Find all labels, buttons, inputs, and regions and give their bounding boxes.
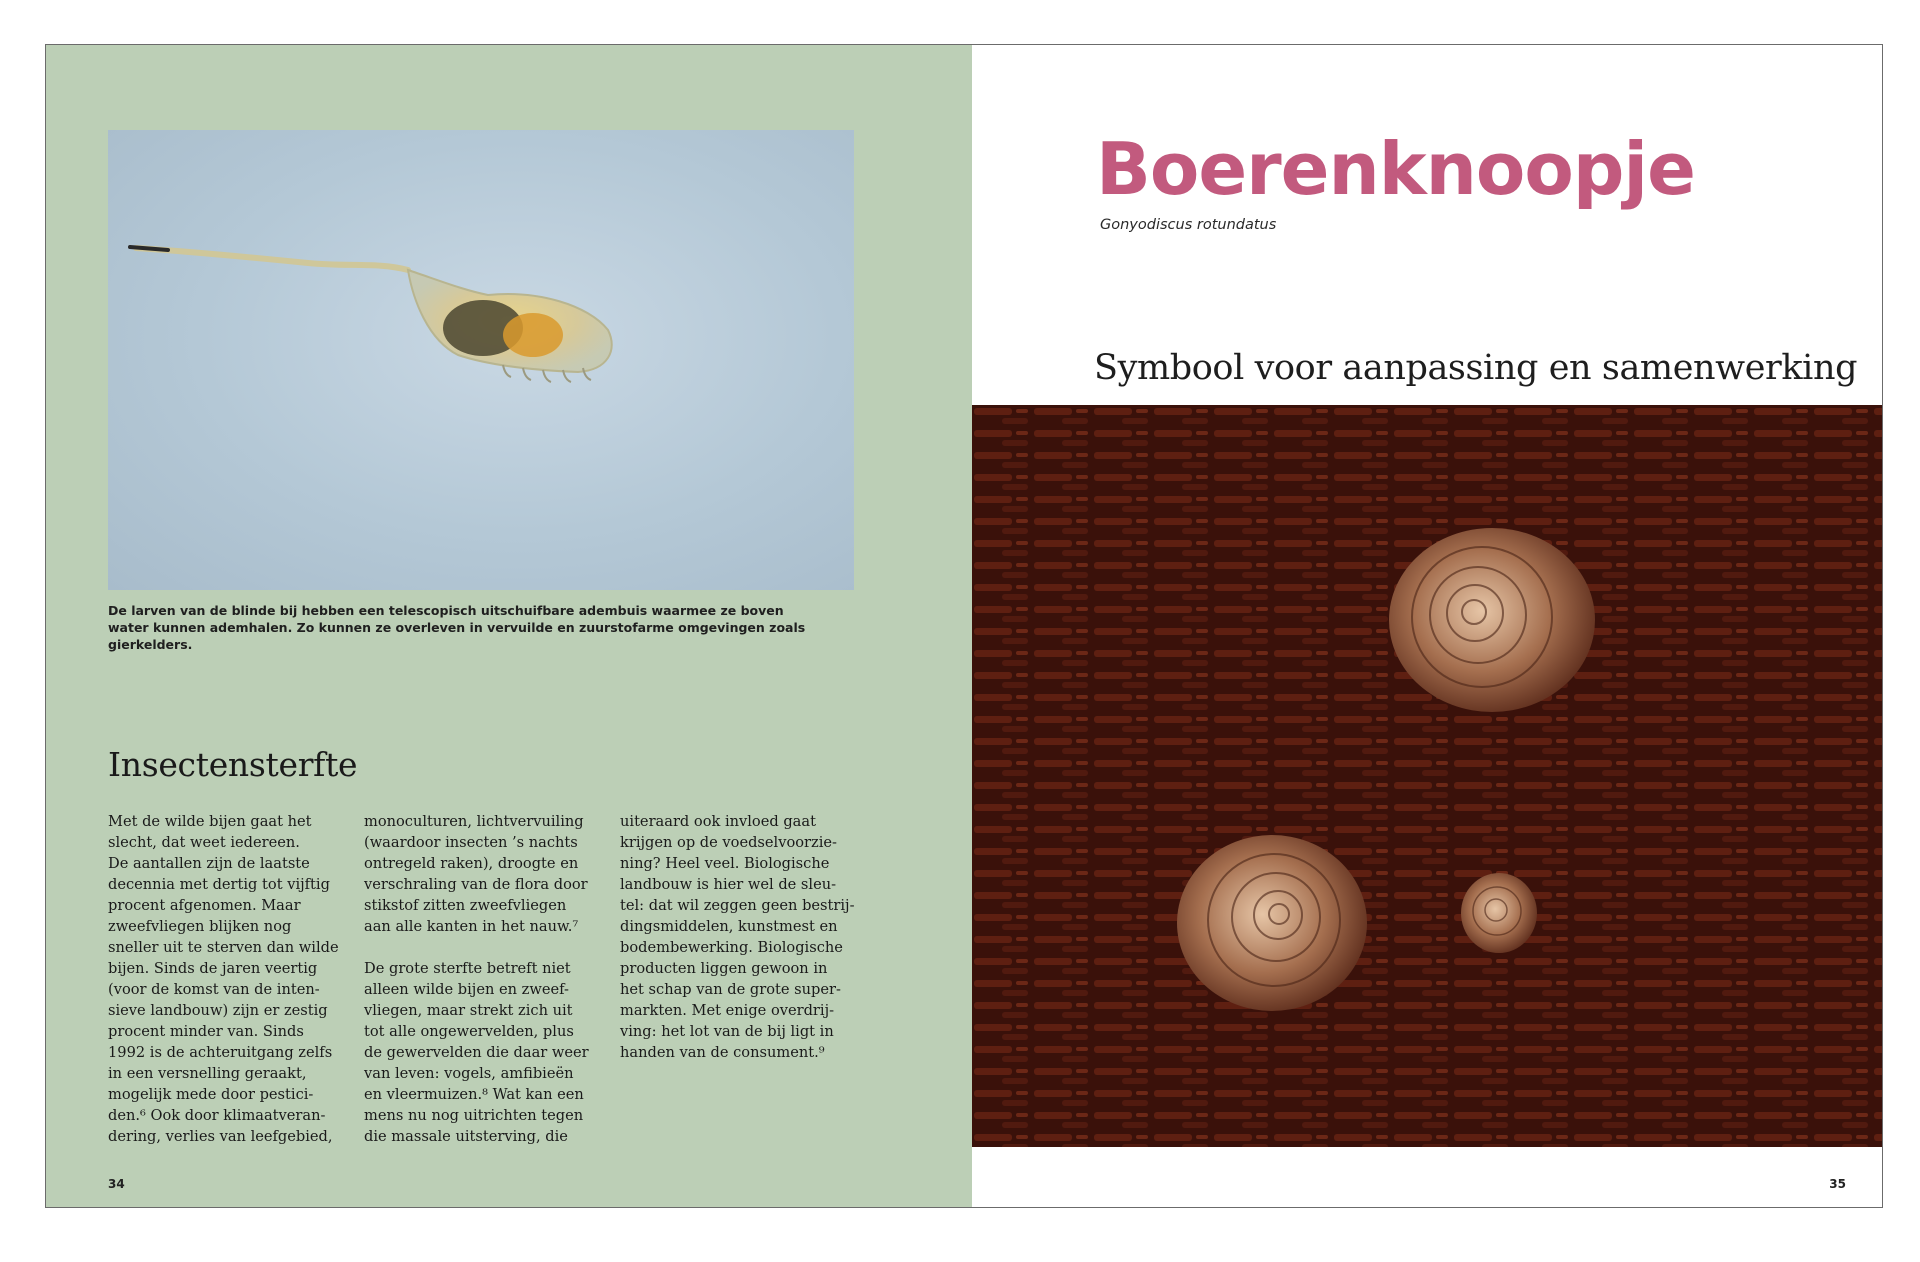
right-page <box>972 45 1882 1207</box>
body-paragraph: monoculturen, lichtvervuiling (waardoor insecten ’s nachts ontregeld raken), droogte en verschraling van de flora door stikstof zitten zweefvliegen aan alle kanten in het nauw.⁷ <box>364 813 588 935</box>
page-subtitle: Symbool voor aanpassing en samenwerking <box>1094 348 1858 388</box>
snail-shell-small <box>1461 873 1537 953</box>
body-column-3 <box>620 811 860 1084</box>
body-column-2 <box>364 811 604 1168</box>
page-title: Boerenknoopje <box>1096 127 1695 211</box>
snail-photo <box>972 405 1882 1147</box>
body-column-1 <box>108 811 348 1168</box>
body-paragraph: uiteraard ook invloed gaat krijgen op de voedselvoorzie- ning? Heel veel. Biologische landbouw is hier wel de sleu- tel: dat wil zeggen geen bestrij- dingsmiddelen, kunstmest en bodembewerking. Biologische producten liggen gewoon in het schap van de grote super- markten. Met enige overdrij- ving: het lot van de bij ligt in handen van de consument.⁹ <box>620 813 855 1061</box>
snail-shell-large <box>1389 528 1595 712</box>
book-spread <box>45 44 1883 1208</box>
body-paragraph: Met de wilde bijen gaat het slecht, dat weet iedereen. De aantallen zijn de laatste decennia met dertig tot vijftig procent afgenomen. Maar zweefvliegen blijken nog sneller uit te sterven dan wilde bijen. Sinds de jaren veertig (voor de komst van de inten- sieve landbouw) zijn er zestig procent minder van. Sinds 1992 is de achteruitgang zelfs in een versnelling geraakt, mogelijk mede door pestici- den.⁶ Ook door klimaatveran- dering, verlies van leefgebied, <box>108 813 339 1145</box>
larva-photo <box>108 130 854 590</box>
page-number-right: 35 <box>1829 1177 1846 1191</box>
latin-name: Gonyodiscus rotundatus <box>1100 217 1277 233</box>
photo-caption: De larven van de blinde bij hebben een telescopisch uitschuifbare adembuis waarmee ze boven water kunnen ademhalen. Zo kunnen ze overleven in vervuilde en zuurstofarme omgevingen zoals gierkelders. <box>108 603 806 652</box>
snail-shell-medium <box>1177 835 1367 1011</box>
page-number-left: 34 <box>108 1177 125 1191</box>
body-paragraph: De grote sterfte betreft niet alleen wilde bijen en zweef- vliegen, maar strekt zich uit tot alle ongewervelden, plus de gewervelden die daar weer van leven: vogels, amfibieën en vleermuizen.⁸ Wat kan een mens nu nog uitrichten tegen die massale uitsterving, die <box>364 960 589 1145</box>
left-page <box>46 45 972 1207</box>
section-heading: Insectensterfte <box>108 745 358 784</box>
